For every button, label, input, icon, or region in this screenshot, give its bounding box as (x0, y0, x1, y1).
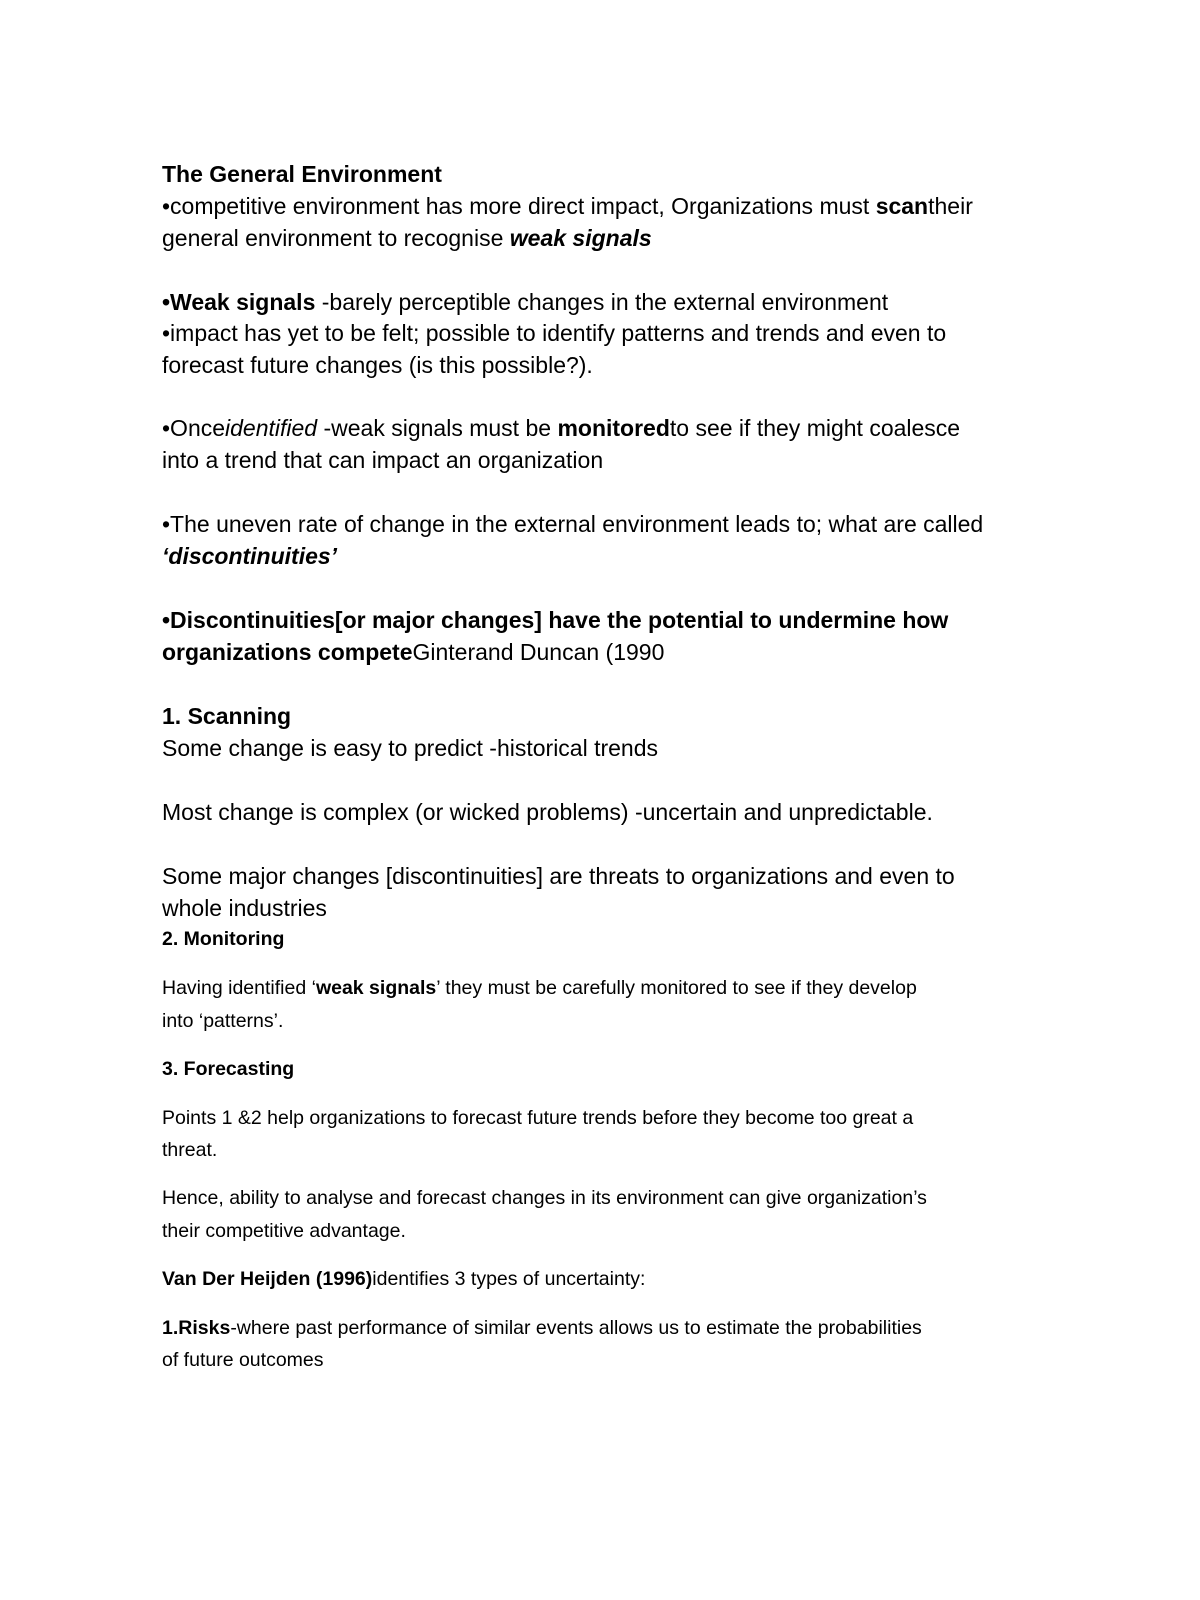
paragraph-line: organizations competeGinterand Duncan (1990 (162, 639, 665, 665)
paragraph-line: Some major changes [discontinuities] are threats to organizations and even to (162, 863, 955, 889)
paragraph-line: into a trend that can impact an organization (162, 447, 604, 473)
paragraph-line: into ‘patterns’. (162, 1010, 284, 1032)
document-title: The General Environment (162, 161, 442, 187)
paragraph-line: of future outcomes (162, 1349, 324, 1371)
paragraph-line: 1.Risks-where past performance of similar events allows us to estimate the probabilities (162, 1317, 922, 1339)
paragraph-line: •The uneven rate of change in the external environment leads to; what are called (162, 511, 984, 537)
paragraph-line: forecast future changes (is this possible?). (162, 352, 593, 378)
paragraph-line: threat. (162, 1139, 218, 1161)
paragraph-line: •competitive environment has more direct impact, Organizations must scantheir (162, 193, 973, 219)
paragraph-line: ‘discontinuities’ (162, 543, 338, 569)
paragraph-line: Hence, ability to analyse and forecast changes in its environment can give organization’s (162, 1187, 927, 1209)
paragraph-line: their competitive advantage. (162, 1220, 406, 1242)
paragraph-line: general environment to recognise weak signals (162, 225, 652, 251)
paragraph-line: Most change is complex (or wicked problems) -uncertain and unpredictable. (162, 799, 933, 825)
section-heading-scanning: 1. Scanning (162, 703, 292, 729)
paragraph-line: whole industries (162, 895, 327, 921)
paragraph-line: •Weak signals -barely perceptible changes in the external environment (162, 289, 889, 315)
paragraph-line: Van Der Heijden (1996)identifies 3 types of uncertainty: (162, 1268, 646, 1290)
paragraph-line: Having identified ‘weak signals’ they must be carefully monitored to see if they develop (162, 977, 917, 999)
paragraph-line: •Discontinuities[or major changes] have the potential to undermine how (162, 607, 949, 633)
paragraph-line: •impact has yet to be felt; possible to identify patterns and trends and even to (162, 320, 947, 346)
section-heading-forecasting: 3. Forecasting (162, 1058, 295, 1080)
paragraph-line: Points 1 &2 help organizations to forecast future trends before they become too great a (162, 1107, 914, 1129)
section-heading-monitoring: 2. Monitoring (162, 928, 285, 950)
paragraph-line: •Onceidentified -weak signals must be monitoredto see if they might coalesce (162, 415, 961, 441)
paragraph-line: Some change is easy to predict -historical trends (162, 735, 659, 761)
